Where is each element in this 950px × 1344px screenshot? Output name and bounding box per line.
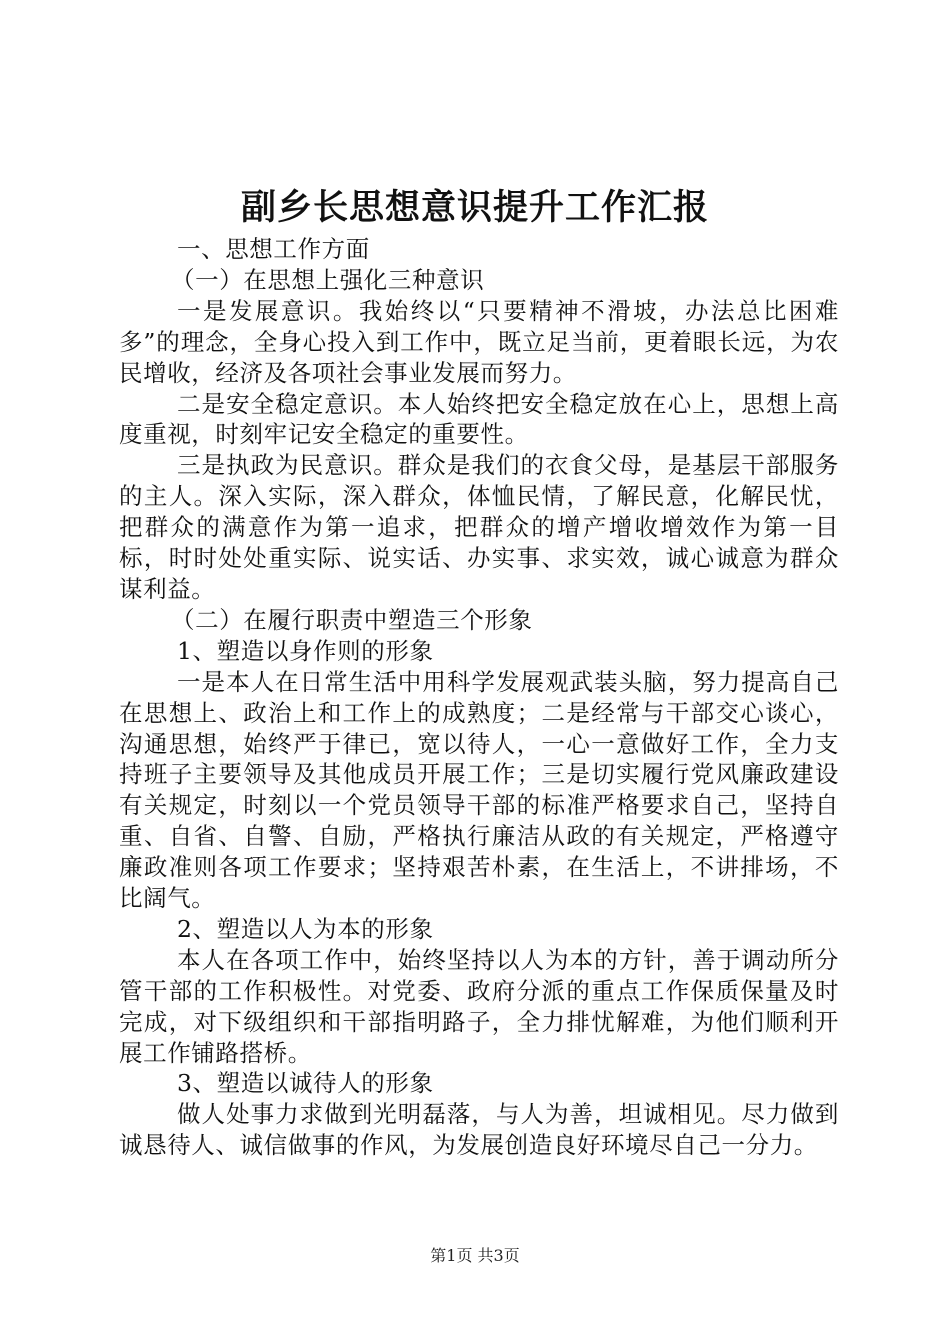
paragraph: 二是安全稳定意识。本人始终把安全稳定放在心上，思想上高度重视，时刻牢记安全稳定的重要性。 <box>119 389 839 449</box>
subsection-heading: （一）在思想上强化三种意识 <box>171 265 485 294</box>
subsection-heading: （二）在履行职责中塑造三个形象 <box>171 605 533 634</box>
paragraph: 一是发展意识。我始终以“只要精神不滑坡，办法总比困难多”的理念，全身心投入到工作中，既立足当前，更着眼长远，为农民增收，经济及各项社会事业发展而努力。 <box>119 296 839 387</box>
paragraph: 做人处事力求做到光明磊落，与人为善，坦诚相见。尽力做到诚恳待人、诚信做事的作风，为发展创造良好环境尽自己一分力。 <box>119 1100 839 1160</box>
document-body <box>119 234 839 1161</box>
page-number-footer: 第1页 共3页 <box>430 1246 520 1265</box>
item-heading: 3、塑造以诚待人的形象 <box>177 1069 434 1098</box>
document-title: 副乡长思想意识提升工作汇报 <box>240 187 709 228</box>
paragraph: 一是本人在日常生活中用科学发展观武装头脑，努力提高自己在思想上、政治上和工作上的成熟度；二是经常与干部交心谈心，沟通思想，始终严于律已，宽以待人，一心一意做好工作，全力支持班子主要领导及其他成员开展工作；三是切实履行党风廉政建设有关规定，时刻以一个党员领导干部的标准严格要求自己，坚持自重、自省、自警、自励，严格执行廉洁从政的有关规定，严格遵守廉政准则各项工作要求；坚持艰苦朴素，在生活上，不讲排场，不比阔气。 <box>119 667 839 913</box>
paragraph: 本人在各项工作中，始终坚持以人为本的方针，善于调动所分管干部的工作积极性。对党委、政府分派的重点工作保质保量及时完成，对下级组织和干部指明路子，全力排忧解难，为他们顺利开展工作铺路搭桥。 <box>119 945 839 1067</box>
item-heading: 1、塑造以身作则的形象 <box>177 636 434 665</box>
item-heading: 2、塑造以人为本的形象 <box>177 914 434 943</box>
paragraph: 三是执政为民意识。群众是我们的衣食父母，是基层干部服务的主人。深入实际，深入群众，体恤民情，了解民意，化解民忧，把群众的满意作为第一追求，把群众的增产增收增效作为第一目标，时时处处重实际、说实话、办实事、求实效，诚心诚意为群众谋利益。 <box>119 451 839 603</box>
section-heading: 一、思想工作方面 <box>177 235 370 263</box>
